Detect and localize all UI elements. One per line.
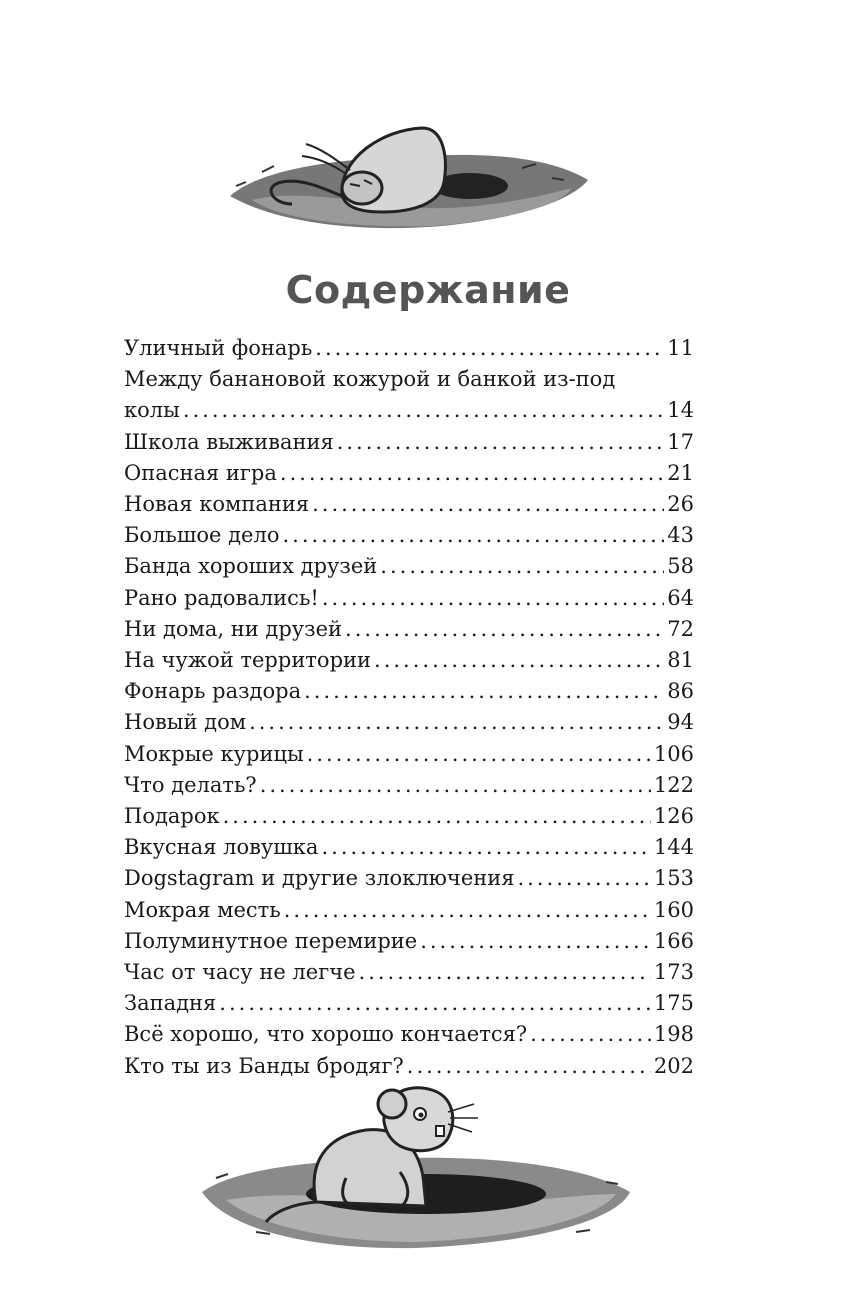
toc-entry-title: колы — [124, 398, 180, 423]
toc-leader-dots — [282, 520, 664, 551]
toc-leader-dots — [359, 957, 651, 988]
toc-entry-page: 72 — [667, 616, 694, 641]
toc-leader-dots — [219, 988, 651, 1019]
toc-entry — [124, 520, 694, 551]
toc-leader-dots — [380, 551, 664, 582]
toc-entry — [124, 739, 694, 770]
toc-leader-dots — [304, 676, 664, 707]
toc-entry-page: 160 — [653, 897, 694, 922]
toc-entry-page: 81 — [667, 648, 694, 673]
toc-entry — [124, 583, 694, 614]
toc-leader-dots — [223, 801, 651, 832]
toc-entry-title: Всё хорошо, что хорошо кончается? — [124, 1022, 528, 1047]
toc-entry — [124, 957, 694, 988]
toc-entry-page: 198 — [653, 1022, 694, 1047]
toc-entry-title: Рано радовались! — [124, 585, 319, 610]
toc-entry — [124, 770, 694, 801]
toc-entry-title: Опасная игра — [124, 460, 277, 485]
toc-entry-title: Школа выживания — [124, 429, 334, 454]
toc-entry — [124, 333, 694, 364]
toc-entry — [124, 614, 694, 645]
toc-entry — [124, 364, 694, 426]
toc-entry-title: Новая компания — [124, 492, 310, 517]
toc-entry-page: 166 — [653, 928, 694, 953]
toc-entry-page: 106 — [653, 741, 694, 766]
toc-entry-page: 153 — [653, 866, 694, 891]
toc-leader-dots — [280, 458, 664, 489]
toc-entry-title: Новый дом — [124, 710, 247, 735]
toc-leader-dots — [337, 427, 665, 458]
toc-leader-dots — [322, 583, 664, 614]
top-illustration — [222, 108, 594, 258]
toc-entry-title: Мокрая месть — [124, 897, 281, 922]
toc-entry-page: 94 — [667, 710, 694, 735]
toc-entry — [124, 832, 694, 863]
toc-entry-title: Что делать? — [124, 772, 257, 797]
toc-entry — [124, 1051, 694, 1082]
toc-entry-title: Подарок — [124, 804, 220, 829]
toc-entry — [124, 926, 694, 957]
toc-entry-title: Мокрые курицы — [124, 741, 304, 766]
toc-entry — [124, 863, 694, 894]
toc-leader-dots — [530, 1019, 651, 1050]
toc-entry-title: Час от часу не легче — [124, 960, 356, 985]
toc-leader-dots — [321, 832, 650, 863]
toc-leader-dots — [260, 770, 651, 801]
toc-entry-page: 11 — [667, 336, 694, 360]
toc-entry-page: 26 — [667, 492, 694, 517]
toc-entry — [124, 427, 694, 458]
toc-entry — [124, 988, 694, 1019]
toc-entry-page: 86 — [667, 679, 694, 704]
toc-entry-title: Банда хороших друзей — [124, 554, 378, 579]
toc-entry-page: 17 — [667, 429, 694, 454]
toc-leader-dots — [284, 895, 651, 926]
toc-entry-title: Уличный фонарь — [124, 336, 313, 360]
page-title: Содержание — [285, 268, 571, 312]
toc-entry — [124, 801, 694, 832]
toc-entry-page: 173 — [653, 960, 694, 985]
toc-entry-title: Кто ты из Банды бродяг? — [124, 1053, 404, 1078]
toc-leader-dots — [374, 645, 664, 676]
toc-leader-dots — [407, 1051, 651, 1082]
toc-entry-title: Ни дома, ни друзей — [124, 616, 343, 641]
toc-leader-dots — [345, 614, 664, 645]
toc-entry-page: 64 — [667, 585, 694, 610]
toc-entry-title-line1: Между банановой кожурой и банкой из-под — [124, 367, 616, 392]
toc-entry — [124, 489, 694, 520]
toc-entry-title: Dogstagram и другие злоключения — [124, 866, 515, 891]
toc-entry-title: Полуминутное перемирие — [124, 928, 418, 953]
toc-entry — [124, 645, 694, 676]
toc-entry-page: 202 — [653, 1053, 694, 1078]
toc-entry — [124, 676, 694, 707]
toc-entry — [124, 1019, 694, 1050]
toc-leader-dots — [420, 926, 651, 957]
toc-entry-page: 58 — [667, 554, 694, 579]
toc-leader-dots — [249, 707, 664, 738]
toc-leader-dots — [312, 489, 664, 520]
toc-entry — [124, 895, 694, 926]
toc-entry-title: Фонарь раздора — [124, 679, 302, 704]
toc-entry — [124, 458, 694, 489]
toc-entry-page: 21 — [667, 460, 694, 485]
toc-entry-page: 144 — [653, 835, 694, 860]
toc-entry-title: Большое дело — [124, 523, 280, 548]
toc-leader-dots — [183, 395, 664, 426]
toc-entry-page: 175 — [653, 991, 694, 1016]
toc-entry-page: 43 — [667, 523, 694, 548]
toc-entry-title: Вкусная ловушка — [124, 835, 319, 860]
toc-entry — [124, 551, 694, 582]
toc-entry-title: Западня — [124, 991, 217, 1016]
toc-entry-page: 14 — [667, 398, 694, 423]
toc-leader-dots — [307, 739, 651, 770]
toc-entry-page: 122 — [653, 772, 694, 797]
toc-leader-dots — [518, 863, 651, 894]
table-of-contents — [124, 333, 694, 1082]
toc-entry-page: 126 — [653, 804, 694, 829]
toc-entry-title: На чужой территории — [124, 648, 372, 673]
bottom-illustration — [196, 1082, 636, 1257]
toc-entry — [124, 707, 694, 738]
toc-leader-dots — [315, 333, 664, 364]
